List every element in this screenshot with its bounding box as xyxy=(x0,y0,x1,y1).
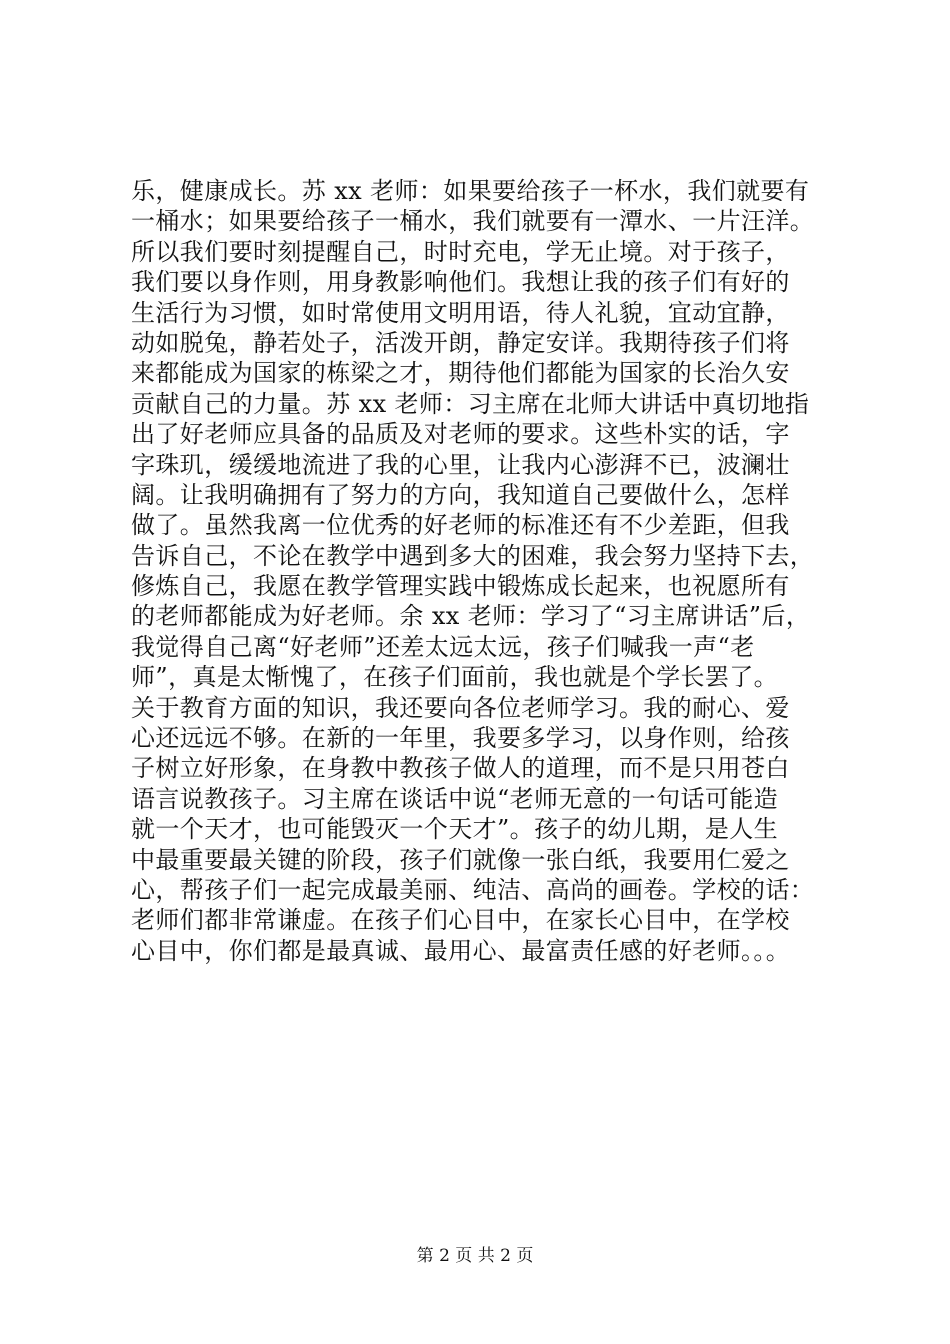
text-line: 的老师都能成为好老师。余 xx 老师：学习了“习主席讲话”后， xyxy=(131,602,811,631)
text-line: 做了。虽然我离一位优秀的好老师的标准还有不少差距，但我 xyxy=(131,511,790,540)
page-number: 第 2 页 共 2 页 xyxy=(416,1246,534,1266)
body-text xyxy=(131,176,861,966)
text-line: 心目中，你们都是最真诚、最用心、最富责任感的好老师。。。 xyxy=(131,936,791,965)
text-line: 心还远远不够。在新的一年里，我要多学习，以身作则，给孩 xyxy=(131,724,790,753)
text-line: 字珠玑，缓缓地流进了我的心里，让我内心澎湃不已，波澜壮 xyxy=(131,450,790,479)
text-line: 贡献自己的力量。苏 xx 老师：习主席在北师大讲话中真切地指 xyxy=(131,389,810,418)
text-line: 就一个天才，也可能毁灭一个天才”。孩子的幼儿期，是人生 xyxy=(131,815,779,844)
text-line: 语言说教孩子。习主席在谈话中说“老师无意的一句话可能造 xyxy=(131,784,779,813)
text-line: 动如脱兔，静若处子，活泼开朗，静定安详。我期待孩子们将 xyxy=(131,328,790,357)
text-line: 生活行为习惯，如时常使用文明用语，待人礼貌，宜动宜静， xyxy=(131,298,790,327)
text-line: 我们要以身作则，用身教影响他们。我想让我的孩子们有好的 xyxy=(131,268,790,297)
text-line: 来都能成为国家的栋梁之才，期待他们都能为国家的长治久安 xyxy=(131,359,790,388)
text-line: 一桶水；如果要给孩子一桶水，我们就要有一潭水、一片汪洋。 xyxy=(131,207,815,236)
text-line: 出了好老师应具备的品质及对老师的要求。这些朴实的话，字 xyxy=(131,420,790,449)
text-line: 我觉得自己离“好老师”还差太远太远，孩子们喊我一声“老 xyxy=(131,632,755,661)
text-line: 告诉自己，不论在教学中遇到多大的困难，我会努力坚持下去， xyxy=(131,541,815,570)
text-line: 老师们都非常谦虚。在孩子们心目中，在家长心目中，在学校 xyxy=(131,906,790,935)
text-line: 师”，真是太惭愧了，在孩子们面前，我也就是个学长罢了。 xyxy=(131,663,779,692)
text-line: 中最重要最关键的阶段，孩子们就像一张白纸，我要用仁爱之 xyxy=(131,845,790,874)
text-line: 乐，健康成长。苏 xx 老师：如果要给孩子一杯水，我们就要有 xyxy=(131,177,810,205)
text-line: 修炼自己，我愿在教学管理实践中锻炼成长起来，也祝愿所有 xyxy=(131,572,790,601)
text-line: 关于教育方面的知识，我还要向各位老师学习。我的耐心、爱 xyxy=(131,693,790,722)
text-line: 心，帮孩子们一起完成最美丽、纯洁、高尚的画卷。学校的话： xyxy=(131,875,815,904)
text-line: 子树立好形象，在身教中教孩子做人的道理，而不是只用苍白 xyxy=(131,754,790,783)
text-line: 阔。让我明确拥有了努力的方向，我知道自己要做什么，怎样 xyxy=(131,480,790,509)
text-line: 所以我们要时刻提醒自己，时时充电，学无止境。对于孩子， xyxy=(131,237,790,266)
page-footer xyxy=(0,1245,950,1267)
